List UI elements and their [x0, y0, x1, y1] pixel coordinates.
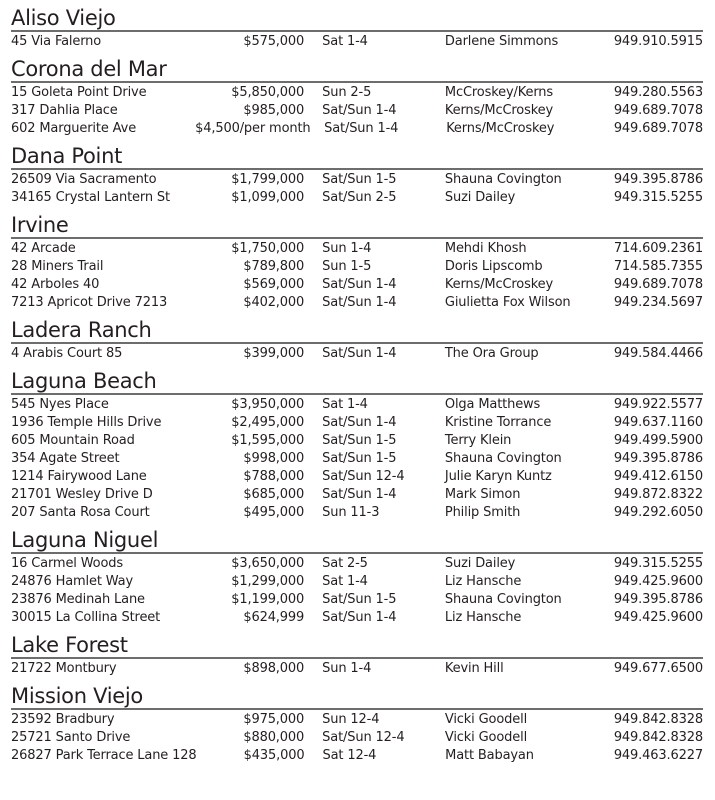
listing-price: $399,000: [243, 346, 305, 361]
listing-hours: Sun 11-3: [322, 505, 380, 520]
listing-rows: [11, 33, 703, 51]
listing-price: $1,099,000: [231, 190, 305, 205]
listing-phone: 949.412.6150: [613, 469, 703, 484]
listing-row: [11, 120, 703, 138]
listing-phone: 949.842.8328: [613, 730, 703, 745]
city-heading: Aliso Viejo: [11, 6, 116, 30]
listing-hours: Sat/Sun 1-4: [322, 610, 397, 625]
city-section: [11, 627, 703, 678]
listing-price: $1,799,000: [231, 172, 305, 187]
listing-row: [11, 609, 703, 627]
listing-phone: 949.463.6227: [613, 748, 703, 763]
listing-row: [11, 729, 703, 747]
listing-agent: Matt Babayan: [445, 748, 534, 763]
listing-hours: Sat/Sun 12-4: [322, 730, 405, 745]
listing-rows: [11, 555, 703, 627]
listing-row: [11, 660, 703, 678]
listing-agent: The Ora Group: [444, 346, 539, 361]
listing-row: [11, 276, 703, 294]
listing-price: $5,850,000: [231, 85, 305, 100]
listing-price: $788,000: [243, 469, 305, 484]
listing-address: 15 Goleta Point Drive: [11, 85, 147, 100]
listing-agent: Kerns/McCroskey: [446, 121, 555, 136]
listing-hours: Sat/Sun 12-4: [322, 469, 405, 484]
listing-hours: Sat 1-4: [322, 574, 368, 589]
listing-rows: [11, 711, 703, 765]
listing-address: 7213 Apricot Drive 7213: [11, 295, 168, 310]
listing-hours: Sat/Sun 1-5: [322, 451, 397, 466]
listing-row: [11, 189, 703, 207]
city-section: [11, 522, 703, 627]
listing-row: [11, 591, 703, 609]
listing-hours: Sat/Sun 1-4: [322, 103, 397, 118]
city-heading: Ladera Ranch: [11, 318, 152, 342]
listing-hours: Sat 1-4: [322, 34, 368, 49]
listing-row: [11, 414, 703, 432]
listing-price: $789,800: [243, 259, 305, 274]
listing-address: 1214 Fairywood Lane: [11, 469, 147, 484]
listing-hours: Sun 2-5: [322, 85, 372, 100]
listing-agent: Suzi Dailey: [444, 190, 516, 205]
listing-row: [11, 33, 703, 51]
listing-phone: 949.922.5577: [613, 397, 703, 412]
listing-address: 26509 Via Sacramento: [11, 172, 157, 187]
listing-row: [11, 468, 703, 486]
listing-agent: Vicki Goodell: [444, 712, 528, 727]
listing-phone: 949.395.8786: [613, 451, 703, 466]
listing-row: [11, 432, 703, 450]
listing-hours: Sat 2-5: [322, 556, 368, 571]
listing-hours: Sun 12-4: [322, 712, 380, 727]
listing-address: 24876 Hamlet Way: [11, 574, 134, 589]
listing-hours: Sat/Sun 1-4: [324, 121, 399, 136]
listing-address: 545 Nyes Place: [11, 397, 109, 412]
listing-row: [11, 102, 703, 120]
listing-price: $2,495,000: [231, 415, 305, 430]
listing-row: [11, 345, 703, 363]
listing-price: $1,299,000: [231, 574, 305, 589]
city-heading: Laguna Beach: [11, 369, 157, 393]
listing-address: 30015 La Collina Street: [11, 610, 161, 625]
listing-hours: Sun 1-4: [322, 661, 372, 676]
listing-hours: Sat/Sun 1-5: [322, 592, 397, 607]
listing-hours: Sat/Sun 1-4: [322, 487, 397, 502]
listing-row: [11, 258, 703, 276]
listing-agent: Julie Karyn Kuntz: [444, 469, 552, 484]
listing-price: $624,999: [243, 610, 305, 625]
listing-rows: [11, 345, 703, 363]
listing-agent: Suzi Dailey: [444, 556, 516, 571]
listing-rows: [11, 396, 703, 522]
listing-phone: 949.315.5255: [613, 190, 703, 205]
city-divider: [11, 237, 703, 239]
listing-price: $3,950,000: [231, 397, 305, 412]
listing-phone: 949.315.5255: [613, 556, 703, 571]
listing-agent: Giulietta Fox Wilson: [444, 295, 571, 310]
listing-phone: 949.395.8786: [613, 592, 703, 607]
city-heading: Mission Viejo: [11, 684, 143, 708]
listing-phone: 949.842.8328: [613, 712, 703, 727]
listing-agent: McCroskey/Kerns: [444, 85, 554, 100]
listing-phone: 949.395.8786: [613, 172, 703, 187]
listing-row: [11, 747, 703, 765]
listing-rows: [11, 84, 703, 138]
listing-agent: Shauna Covington: [444, 451, 562, 466]
city-heading: Laguna Niguel: [11, 528, 159, 552]
listing-price: $998,000: [243, 451, 305, 466]
listing-hours: Sat/Sun 1-5: [322, 433, 397, 448]
listing-row: [11, 396, 703, 414]
listing-agent: Mark Simon: [444, 487, 521, 502]
listing-address: 207 Santa Rosa Court: [11, 505, 150, 520]
listing-price: $569,000: [243, 277, 305, 292]
listing-row: [11, 573, 703, 591]
listing-phone: 949.234.5697: [613, 295, 703, 310]
listing-price: $402,000: [243, 295, 305, 310]
listing-phone: 949.292.6050: [613, 505, 703, 520]
listing-hours: Sat/Sun 1-4: [322, 346, 397, 361]
listing-phone: 949.584.4466: [613, 346, 703, 361]
listing-price: $3,650,000: [231, 556, 305, 571]
listing-price: $898,000: [243, 661, 305, 676]
listing-agent: Doris Lipscomb: [444, 259, 543, 274]
listing-address: 317 Dahlia Place: [11, 103, 118, 118]
listing-agent: Darlene Simmons: [444, 34, 559, 49]
listing-phone: 949.425.9600: [613, 610, 703, 625]
listing-phone: 949.689.7078: [613, 103, 703, 118]
listing-address: 28 Miners Trail: [11, 259, 104, 274]
listing-phone: 949.910.5915: [613, 34, 703, 49]
listing-price: $435,000: [243, 748, 305, 763]
listing-address: 45 Via Falerno: [11, 34, 102, 49]
listing-row: [11, 240, 703, 258]
listing-agent: Shauna Covington: [444, 592, 562, 607]
listing-price: $575,000: [243, 34, 305, 49]
listing-price: $495,000: [243, 505, 305, 520]
listing-row: [11, 294, 703, 312]
city-section: [11, 207, 703, 312]
listing-rows: [11, 171, 703, 207]
listing-agent: Terry Klein: [444, 433, 512, 448]
listing-hours: Sat/Sun 1-4: [322, 277, 397, 292]
listing-address: 42 Arboles 40: [11, 277, 100, 292]
listing-price: $1,750,000: [231, 241, 305, 256]
listing-row: [11, 555, 703, 573]
city-heading: Lake Forest: [11, 633, 128, 657]
listing-phone: 714.609.2361: [613, 241, 703, 256]
city-section: [11, 312, 703, 363]
city-heading: Corona del Mar: [11, 57, 167, 81]
listing-price: $685,000: [243, 487, 305, 502]
listing-address: 26827 Park Terrace Lane 128: [11, 748, 197, 763]
listing-hours: Sat/Sun 1-4: [322, 295, 397, 310]
listing-hours: Sun 1-4: [322, 241, 372, 256]
city-section: [11, 363, 703, 522]
listing-hours: Sat/Sun 1-4: [322, 415, 397, 430]
listing-price: $4,500/per month: [195, 121, 311, 136]
listing-address: 42 Arcade: [11, 241, 76, 256]
listing-address: 23876 Medinah Lane: [11, 592, 145, 607]
listing-phone: 949.689.7078: [613, 277, 703, 292]
listing-address: 354 Agate Street: [11, 451, 120, 466]
listing-price: $880,000: [243, 730, 305, 745]
listing-phone: 949.425.9600: [613, 574, 703, 589]
listing-agent: Vicki Goodell: [444, 730, 528, 745]
listing-phone: 949.499.5900: [613, 433, 703, 448]
listing-row: [11, 84, 703, 102]
listing-rows: [11, 660, 703, 678]
listing-agent: Kristine Torrance: [444, 415, 552, 430]
listing-hours: Sun 1-5: [322, 259, 372, 274]
listing-address: 23592 Bradbury: [11, 712, 115, 727]
listing-address: 34165 Crystal Lantern St: [11, 190, 170, 205]
listing-hours: Sat/Sun 2-5: [322, 190, 397, 205]
city-section: [11, 51, 703, 138]
listing-hours: Sat/Sun 1-5: [322, 172, 397, 187]
listing-row: [11, 171, 703, 189]
city-section: [11, 678, 703, 765]
city-section: [11, 0, 703, 51]
listing-price: $1,199,000: [231, 592, 305, 607]
city-heading: Irvine: [11, 213, 69, 237]
listing-phone: 949.872.8322: [613, 487, 703, 502]
listing-agent: Mehdi Khosh: [444, 241, 527, 256]
listing-address: 4 Arabis Court 85: [11, 346, 123, 361]
listing-address: 605 Mountain Road: [11, 433, 135, 448]
listing-agent: Shauna Covington: [444, 172, 562, 187]
listing-price: $975,000: [243, 712, 305, 727]
listing-agent: Liz Hansche: [444, 610, 522, 625]
city-heading: Dana Point: [11, 144, 123, 168]
listing-agent: Philip Smith: [444, 505, 521, 520]
listing-agent: Olga Matthews: [444, 397, 541, 412]
listing-agent: Kerns/McCroskey: [444, 277, 554, 292]
listing-agent: Kevin Hill: [444, 661, 504, 676]
listing-address: 602 Marguerite Ave: [11, 121, 137, 136]
listing-hours: Sat 12-4: [322, 748, 377, 763]
listing-phone: 949.637.1160: [613, 415, 703, 430]
listing-rows: [11, 240, 703, 312]
listing-address: 16 Carmel Woods: [11, 556, 124, 571]
city-section: [11, 138, 703, 207]
listing-price: $1,595,000: [231, 433, 305, 448]
listing-phone: 714.585.7355: [613, 259, 703, 274]
listing-row: [11, 486, 703, 504]
listing-address: 21701 Wesley Drive D: [11, 487, 153, 502]
listing-phone: 949.280.5563: [613, 85, 703, 100]
listing-hours: Sat 1-4: [322, 397, 368, 412]
listing-row: [11, 450, 703, 468]
listing-phone: 949.677.6500: [613, 661, 703, 676]
listing-address: 21722 Montbury: [11, 661, 117, 676]
listing-price: $985,000: [243, 103, 305, 118]
listing-address: 25721 Santo Drive: [11, 730, 131, 745]
listing-agent: Liz Hansche: [444, 574, 522, 589]
listing-address: 1936 Temple Hills Drive: [11, 415, 162, 430]
listing-phone: 949.689.7078: [613, 121, 703, 136]
listing-agent: Kerns/McCroskey: [444, 103, 554, 118]
listing-row: [11, 504, 703, 522]
listing-row: [11, 711, 703, 729]
